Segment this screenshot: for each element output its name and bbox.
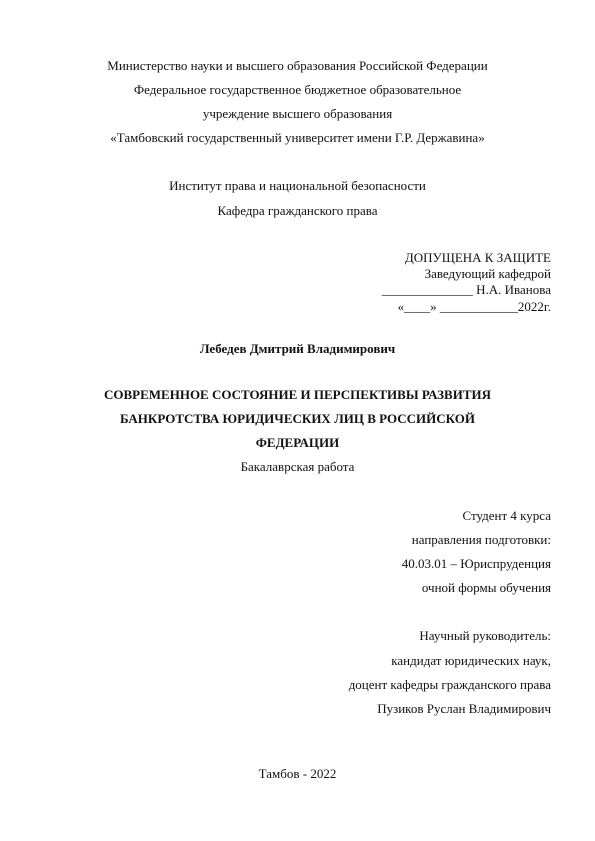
institute-name: Институт права и национальной безопасности [169, 178, 426, 193]
thesis-title-line-3: ФЕДЕРАЦИИ [255, 435, 340, 450]
supervisor-label: Научный руководитель: [419, 628, 551, 643]
student-direction-label: направления подготовки: [411, 532, 551, 547]
supervisor-name: Пузиков Руслан Владимирович [377, 701, 551, 716]
student-form: очной формы обучения [421, 580, 551, 595]
university-name: «Тамбовский государственный университет имени Г.Р. Державина» [110, 130, 485, 145]
approval-position: Заведующий кафедрой [424, 266, 551, 281]
approval-title: ДОПУЩЕНА К ЗАЩИТЕ [404, 250, 551, 265]
thesis-title-line-1: СОВРЕМЕННОЕ СОСТОЯНИЕ И ПЕРСПЕКТИВЫ РАЗВИТИЯ [104, 387, 491, 402]
student-direction: 40.03.01 – Юриспруденция [401, 556, 551, 571]
institution-line-2: учреждение высшего образования [202, 106, 393, 121]
supervisor-position: доцент кафедры гражданского права [348, 677, 551, 692]
author-name: Лебедев Дмитрий Владимирович [199, 341, 396, 356]
city-year: Тамбов - 2022 [258, 766, 337, 781]
approval-signature-line: ______________ Н.А. Иванова [381, 282, 551, 297]
institution-line-1: Федеральное государственное бюджетное образовательное [133, 82, 462, 97]
supervisor-degree: кандидат юридических наук, [391, 653, 551, 668]
thesis-type: Бакалаврская работа [240, 459, 355, 474]
approval-date-line: «____» ____________2022г. [397, 299, 551, 314]
ministry-line: Министерство науки и высшего образования Российской Федерации [107, 58, 488, 73]
thesis-title-line-2: БАНКРОТСТВА ЮРИДИЧЕСКИХ ЛИЦ В РОССИЙСКОЙ [120, 411, 475, 426]
student-course: Студент 4 курса [462, 508, 551, 523]
department-name: Кафедра гражданского права [217, 203, 378, 218]
